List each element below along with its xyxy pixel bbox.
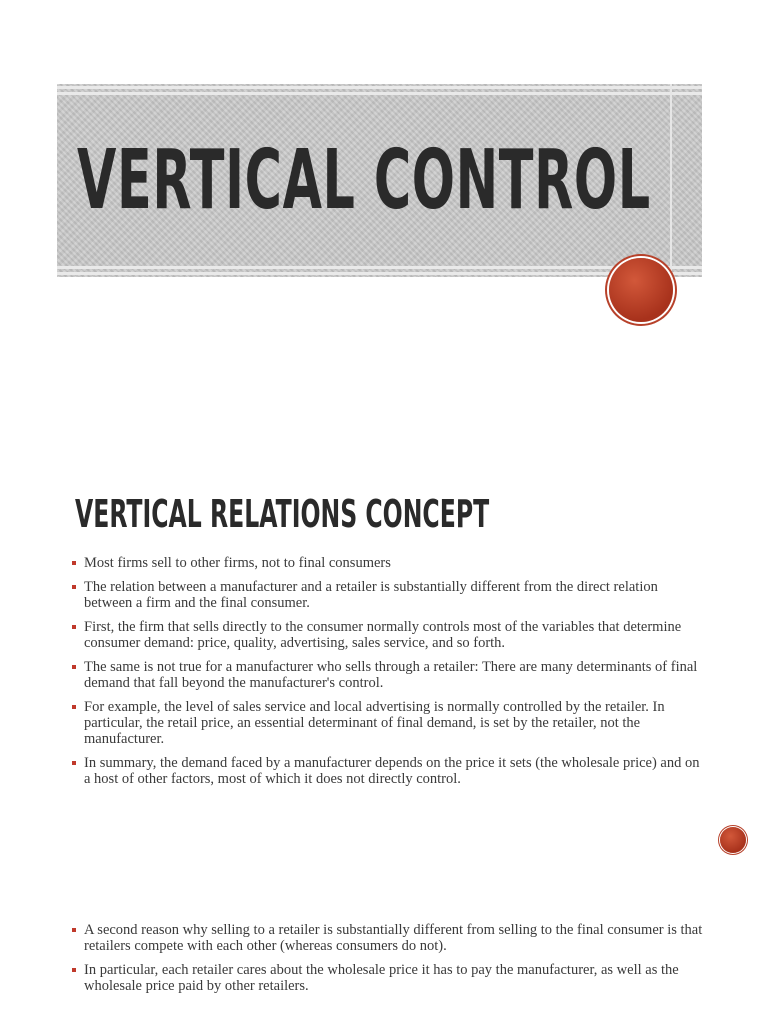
bullet-list: [72, 555, 704, 795]
list-item: For example, the level of sales service and local advertising is normally controlled by the retailer. In particular, the retail price, an essential determinant of final demand, is set by the retailer, not the manufacturer.: [72, 699, 704, 747]
title-band: [57, 84, 702, 277]
list-item: The same is not true for a manufacturer who sells through a retailer: There are many determinants of final demand that fall beyond the manufacturer's control.: [72, 659, 704, 691]
list-item: First, the firm that sells directly to the consumer normally controls most of the variables that determine consumer demand: price, quality, advertising, sales service, and so forth.: [72, 619, 704, 651]
band-stripe: [57, 86, 702, 89]
band-stripe: [57, 272, 702, 275]
list-item: The relation between a manufacturer and a retailer is substantially different from the direct relation between a firm and the final consumer.: [72, 579, 704, 611]
list-item: In particular, each retailer cares about the wholesale price it has to pay the manufacturer, as well as the wholesale price paid by other retailers.: [72, 962, 704, 994]
section-heading: VERTICAL RELATIONS CONCEPT: [75, 492, 490, 536]
bullet-list: [72, 922, 704, 1002]
slide-title: VERTICAL CONTROL: [77, 133, 651, 228]
list-item: A second reason why selling to a retailer is substantially different from selling to the final consumer is that retailers compete with each other (whereas consumers do not).: [72, 922, 704, 954]
list-item: Most firms sell to other firms, not to final consumers: [72, 555, 704, 571]
decorative-circle-icon: [609, 258, 673, 322]
band-stripe: [57, 92, 702, 95]
band-divider: [670, 84, 672, 277]
list-item: In summary, the demand faced by a manufacturer depends on the price it sets (the wholesale price) and on a host of other factors, most of which it does not directly control.: [72, 755, 704, 787]
decorative-circle-icon: [720, 827, 746, 853]
band-stripe: [57, 266, 702, 269]
